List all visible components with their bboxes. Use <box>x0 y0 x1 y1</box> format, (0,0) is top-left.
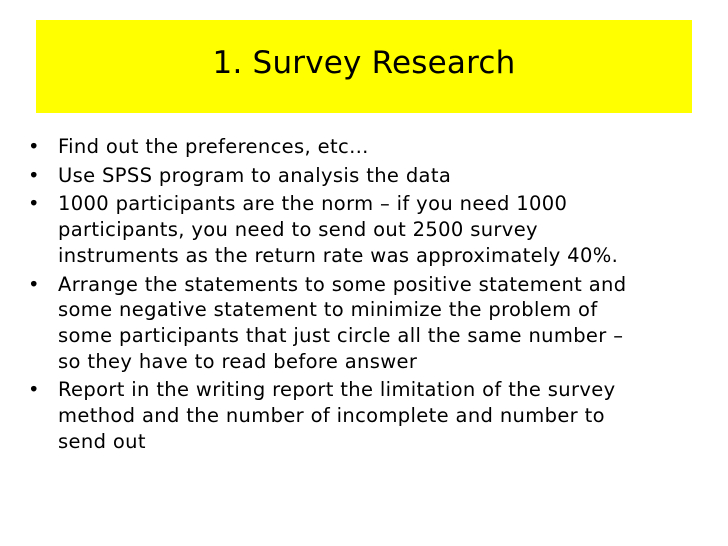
bullet-line: Report in the writing report the limitation of the survey <box>58 378 616 402</box>
bullet-line: 1000 participants are the norm – if you need 1000 <box>58 192 568 216</box>
bullet-line: Arrange the statements to some positive statement and <box>58 272 627 296</box>
bullet-line: instruments as the return rate was approximately 40%. <box>58 243 619 267</box>
title-banner <box>36 20 692 113</box>
bullet-list <box>24 134 714 457</box>
bullet-line: send out <box>58 429 146 453</box>
bullet-item-2 <box>24 163 714 189</box>
bullet-line: Use SPSS program to analysis the data <box>58 163 452 187</box>
bullet-line: method and the number of incomplete and number to <box>58 404 605 428</box>
bullet-line: some participants that just circle all the same number – <box>58 323 624 347</box>
bullet-glyph: • <box>28 378 40 402</box>
bullet-item-5 <box>24 377 714 454</box>
bullet-glyph: • <box>28 163 40 187</box>
bullet-item-3 <box>24 191 714 268</box>
bullet-line: participants, you need to send out 2500 survey <box>58 218 538 242</box>
bullet-line: Find out the preferences, etc… <box>58 135 369 158</box>
bullet-line: so they have to read before answer <box>58 349 418 373</box>
bullet-line: some negative statement to minimize the problem of <box>58 298 598 322</box>
bullet-item-1 <box>24 134 714 160</box>
bullet-glyph: • <box>28 192 40 216</box>
bullet-glyph: • <box>28 272 40 296</box>
slide-title: 1. Survey Research <box>212 45 516 81</box>
bullet-item-4 <box>24 272 714 375</box>
bullet-glyph: • <box>28 135 40 158</box>
